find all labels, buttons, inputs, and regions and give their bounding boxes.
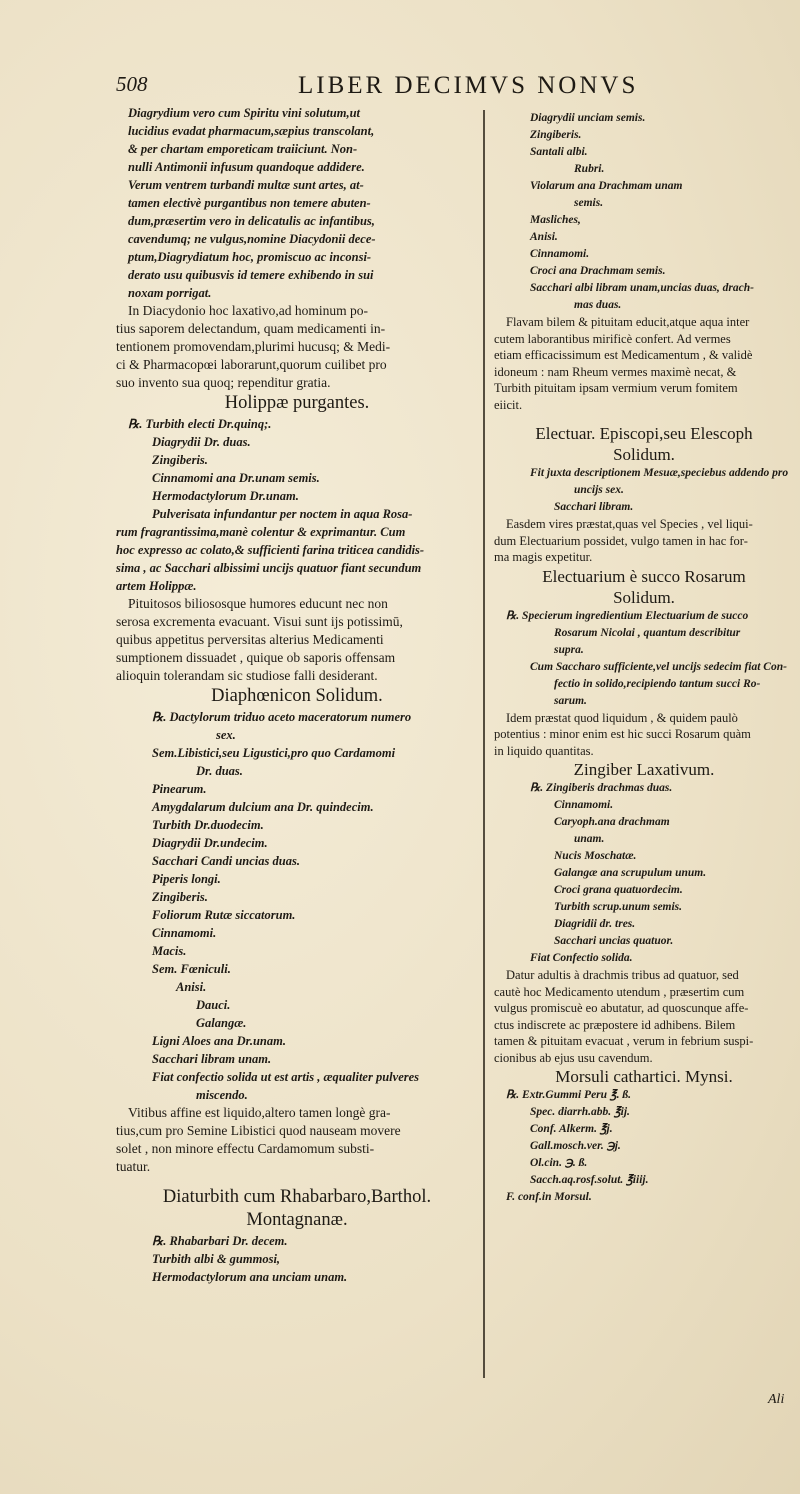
body-text-line: cionibus ab ejus usu cavendum. xyxy=(494,1050,653,1065)
recipe-line: Fiat Confectio solida. xyxy=(530,952,633,964)
body-text-line: idoneum : nam Rheum vermes maximè necat, & xyxy=(494,364,737,379)
recipe-line: Sacchari libram. xyxy=(554,501,634,513)
recipe-line: Turbith albi & gummosi, xyxy=(152,1252,281,1266)
body-text-line: tamen & pituitam evacuat , verum in febrium suspi- xyxy=(494,1034,754,1048)
recipe-line: nulli Antimonii infusum quandoque addidere. xyxy=(128,160,365,174)
recipe-line: Diagrydii unciam semis. xyxy=(530,112,646,124)
recipe-line: Anisi. xyxy=(176,980,207,994)
body-text-line: Flavam bilem & pituitam educit,atque aqua inter xyxy=(506,315,750,329)
recipe-line: Cinnamomi. xyxy=(152,926,217,940)
recipe-line: Macis. xyxy=(152,944,187,958)
body-text-line: eiicit. xyxy=(494,397,523,412)
recipe-line: Diagrydii Dr.undecim. xyxy=(152,836,268,850)
recipe-line: Violarum ana Drachmam unam xyxy=(530,180,683,192)
left-column xyxy=(116,104,478,1286)
body-text-line: tius saporem delectandum, quam medicamenti in- xyxy=(116,321,386,336)
recipe-line: Santali albi. xyxy=(530,146,588,158)
recipe-line: Spec. diarrh.abb. ℥ij. xyxy=(530,1106,630,1118)
body-text-line: ci & Pharmacopœi laborarunt,quorum cuilibet pro xyxy=(116,357,387,372)
recipe-line: Foliorum Rutæ siccatorum. xyxy=(152,908,296,922)
body-text-line: In Diacydonio hoc laxativo,ad hominum po- xyxy=(128,303,368,318)
recipe-line: Croci ana Drachmam semis. xyxy=(530,265,666,277)
recipe-line: Sacchari libram unam. xyxy=(152,1052,272,1066)
section-heading: Diaturbith cum Rhabarbaro,Barthol. xyxy=(162,1187,432,1207)
recipe-line: ℞. Dactylorum triduo aceto maceratorum numero xyxy=(152,710,412,724)
section-heading: Morsuli cathartici. Mynsi. xyxy=(555,1067,733,1086)
body-text-line: cautè hoc Medicamento utendum , præsertim cum xyxy=(494,984,745,999)
body-text-line: in liquido quantitas. xyxy=(494,743,594,758)
body-text-line: solet , non minore effectu Cardamomum substi- xyxy=(116,1141,375,1156)
recipe-line: Conf. Alkerm. ℥j. xyxy=(530,1123,613,1135)
recipe-line: & per chartam emporeticam traiiciunt. Non- xyxy=(128,142,358,156)
body-text-line: etiam efficacissimum est Medicamentum , & validè xyxy=(494,348,753,362)
recipe-line: sima , ac Sacchari albissimi uncijs quatuor fiant secundum xyxy=(116,561,422,575)
section-heading: Holippæ purgantes. xyxy=(224,393,370,413)
recipe-line: Zingiberis. xyxy=(152,453,208,467)
recipe-line: noxam porrigat. xyxy=(128,286,212,300)
recipe-line: sex. xyxy=(216,728,236,742)
body-text-line: Idem præstat quod liquidum , & quidem paulò xyxy=(506,710,738,725)
body-text-line: tius,cum pro Semine Libistici quod nauseam movere xyxy=(116,1123,401,1138)
recipe-line: Pulverisata infundantur per noctem in aqua Rosa- xyxy=(152,507,413,521)
recipe-line: ℞. Rhabarbari Dr. decem. xyxy=(152,1234,288,1248)
recipe-line: Dr. duas. xyxy=(196,764,243,778)
recipe-line: Gall.mosch.ver. ℈j. xyxy=(530,1140,621,1152)
recipe-line: ℞. Turbith electi Dr.quinq;. xyxy=(128,417,272,431)
recipe-line: Cinnamomi ana Dr.unam semis. xyxy=(152,471,320,485)
body-text-line: vulgus promiscuè eo abutatur, ad quoscunque affe- xyxy=(494,1001,749,1015)
body-text-line: Easdem vires præstat,quas vel Species , vel liqui- xyxy=(506,517,753,531)
section-heading: Solidum. xyxy=(613,587,675,607)
recipe-line: Galangæ ana scrupulum unum. xyxy=(554,867,707,879)
recipe-line: Ol.cin. ℈. ß. xyxy=(530,1157,588,1169)
recipe-line: Rosarum Nicolai , quantum describitur xyxy=(554,626,741,639)
recipe-line: supra. xyxy=(554,643,584,656)
recipe-line: Zingiberis. xyxy=(530,129,582,141)
body-text-line: Pituitosos biliososque humores educunt nec non xyxy=(128,596,388,611)
recipe-line: semis. xyxy=(574,197,604,209)
recipe-line: ℞. Zingiberis drachmas duas. xyxy=(530,782,673,794)
recipe-line: Ligni Aloes ana Dr.unam. xyxy=(152,1034,286,1048)
body-text-line: dum Electuarium possidet, vulgo tamen in hac for- xyxy=(494,533,748,548)
body-text-line: Datur adultis à drachmis tribus ad quatuor, sed xyxy=(506,968,739,982)
body-text-line: sumptionem dissuadet , quique ob saporis offensam xyxy=(116,650,396,665)
recipe-line: Turbith Dr.duodecim. xyxy=(152,818,264,832)
recipe-line: Croci grana quatuordecim. xyxy=(554,884,683,896)
recipe-line: Cinnamomi. xyxy=(554,799,614,811)
section-heading: Solidum. xyxy=(613,445,675,464)
spacer xyxy=(116,1176,478,1186)
recipe-line: mas duas. xyxy=(574,299,622,311)
recipe-line: rum fragrantissima,manè colentur & exprimantur. Cum xyxy=(116,525,406,539)
recipe-line: Verum ventrem turbandi multæ sunt artes, at- xyxy=(128,178,364,192)
recipe-line: Dauci. xyxy=(196,998,231,1012)
body-text-line: cutem laborantibus mirificè confert. Ad vermes xyxy=(494,331,731,346)
recipe-line: Pinearum. xyxy=(152,782,207,796)
body-text-line: Turbith pituitam ipsam vermium verum fomitem xyxy=(494,381,738,395)
recipe-line: Diagrydii Dr. duas. xyxy=(152,435,251,449)
recipe-line: derato usu quibusvis id temere exhibendo in sui xyxy=(128,268,374,282)
recipe-line: miscendo. xyxy=(196,1088,248,1102)
body-text-line: Vitibus affine est liquido,altero tamen longè gra- xyxy=(128,1105,391,1120)
recipe-line: hoc expresso ac colato,& sufficienti farina triticea candidis- xyxy=(116,543,425,557)
recipe-line: Diagrydium vero cum Spiritu vini solutum,ut xyxy=(128,106,360,120)
body-text-line: suo invento sua quoq; rependitur gratia. xyxy=(116,375,331,390)
recipe-line: tamen electivè purgantibus non temere abuten- xyxy=(128,196,371,210)
section-heading: Zingiber Laxativum. xyxy=(573,760,715,779)
recipe-line: Zingiberis. xyxy=(152,890,208,904)
recipe-line: artem Holippæ. xyxy=(116,579,197,593)
recipe-line: Amygdalarum dulcium ana Dr. quindecim. xyxy=(152,800,374,814)
recipe-line: Galangæ. xyxy=(196,1016,247,1030)
body-text-line: tuatur. xyxy=(116,1159,151,1174)
body-text-line: ma magis expetitur. xyxy=(494,550,593,564)
recipe-line: Masliches, xyxy=(530,214,581,226)
recipe-line: Sem.Libistici,seu Ligustici,pro quo Cardamomi xyxy=(152,746,396,760)
recipe-line: Hermodactylorum ana unciam unam. xyxy=(152,1270,348,1284)
recipe-line: Fit juxta descriptionem Mesuæ,speciebus addendo pro xyxy=(530,467,789,479)
recipe-line: Fiat confectio solida ut est artis , æqualiter pulveres xyxy=(152,1070,420,1084)
spacer xyxy=(494,413,794,423)
recipe-line: cavendumq; ne vulgus,nomine Diacydonii dece- xyxy=(128,232,376,246)
recipe-line: Sacch.aq.rosf.solut. ℥iiij. xyxy=(530,1174,649,1186)
body-text-line: ctus indiscrete ac præpostere id adhibens. Bilem xyxy=(494,1017,736,1032)
recipe-line: Diagridii dr. tres. xyxy=(554,918,636,930)
catchword: Ali xyxy=(768,1392,785,1407)
recipe-line: ℞. Specierum ingredientium Electuarium de succo xyxy=(506,609,749,622)
recipe-line: Cum Saccharo sufficiente,vel uncijs sedecim fiat Con- xyxy=(530,660,787,673)
recipe-line: Rubri. xyxy=(574,163,605,175)
recipe-line: Turbith scrup.unum semis. xyxy=(554,901,683,913)
recipe-line: Sem. Fœniculi. xyxy=(152,962,231,976)
recipe-line: Sacchari Candi uncias duas. xyxy=(152,854,300,868)
body-text-line: tentionem promovendam,plurimi hucusq; & Medi- xyxy=(116,339,391,354)
recipe-line: Cinnamomi. xyxy=(530,248,590,260)
recipe-line: dum,præsertim vero in delicatulis ac infantibus, xyxy=(128,214,375,228)
recipe-line: Sacchari uncias quatuor. xyxy=(554,935,674,947)
recipe-line: Hermodactylorum Dr.unam. xyxy=(152,489,299,503)
recipe-line: ptum,Diagrydiatum hoc, promiscuo ac inconsi- xyxy=(128,250,372,264)
recipe-line: uncijs sex. xyxy=(574,484,624,496)
body-text-line: quibus appetitus perversitas alterius Medicamenti xyxy=(116,632,384,647)
recipe-line: Nucis Moschatæ. xyxy=(554,850,637,862)
section-heading: Electuarium è succo Rosarum xyxy=(542,566,746,586)
right-column xyxy=(494,110,794,1206)
recipe-line: Anisi. xyxy=(530,231,558,243)
section-heading: Electuar. Episcopi,seu Elescoph xyxy=(535,424,753,443)
recipe-line: ℞. Extr.Gummi Peru ℥. ß. xyxy=(506,1089,631,1101)
body-text-line: serosa excrementa evacuant. Visui sunt ijs potissimū, xyxy=(116,614,403,629)
recipe-line: Piperis longi. xyxy=(152,872,221,886)
recipe-line: sarum. xyxy=(554,694,587,707)
section-heading: Montagnanæ. xyxy=(246,1210,348,1230)
body-text-line: potentius : minor enim est hic succi Rosarum quàm xyxy=(494,727,751,741)
body-text-line: alioquin tolerandam sic studiose falli desiderant. xyxy=(116,668,378,683)
recipe-line: unam. xyxy=(574,833,605,845)
page-number: 508 xyxy=(116,72,148,96)
recipe-line: Sacchari albi libram unam,uncias duas, drach- xyxy=(530,282,754,294)
recipe-line: F. conf.in Morsul. xyxy=(506,1191,592,1203)
section-heading: Diaphœnicon Solidum. xyxy=(211,686,383,706)
recipe-line: lucidius evadat pharmacum,sæpius transcolant, xyxy=(128,124,375,138)
running-head: LIBER DECIMVS NONVS xyxy=(298,72,639,99)
column-rule xyxy=(483,110,485,1378)
recipe-line: fectio in solido,recipiendo tantum succi Ro- xyxy=(554,677,761,690)
recipe-line: Caryoph.ana drachmam xyxy=(554,816,670,828)
